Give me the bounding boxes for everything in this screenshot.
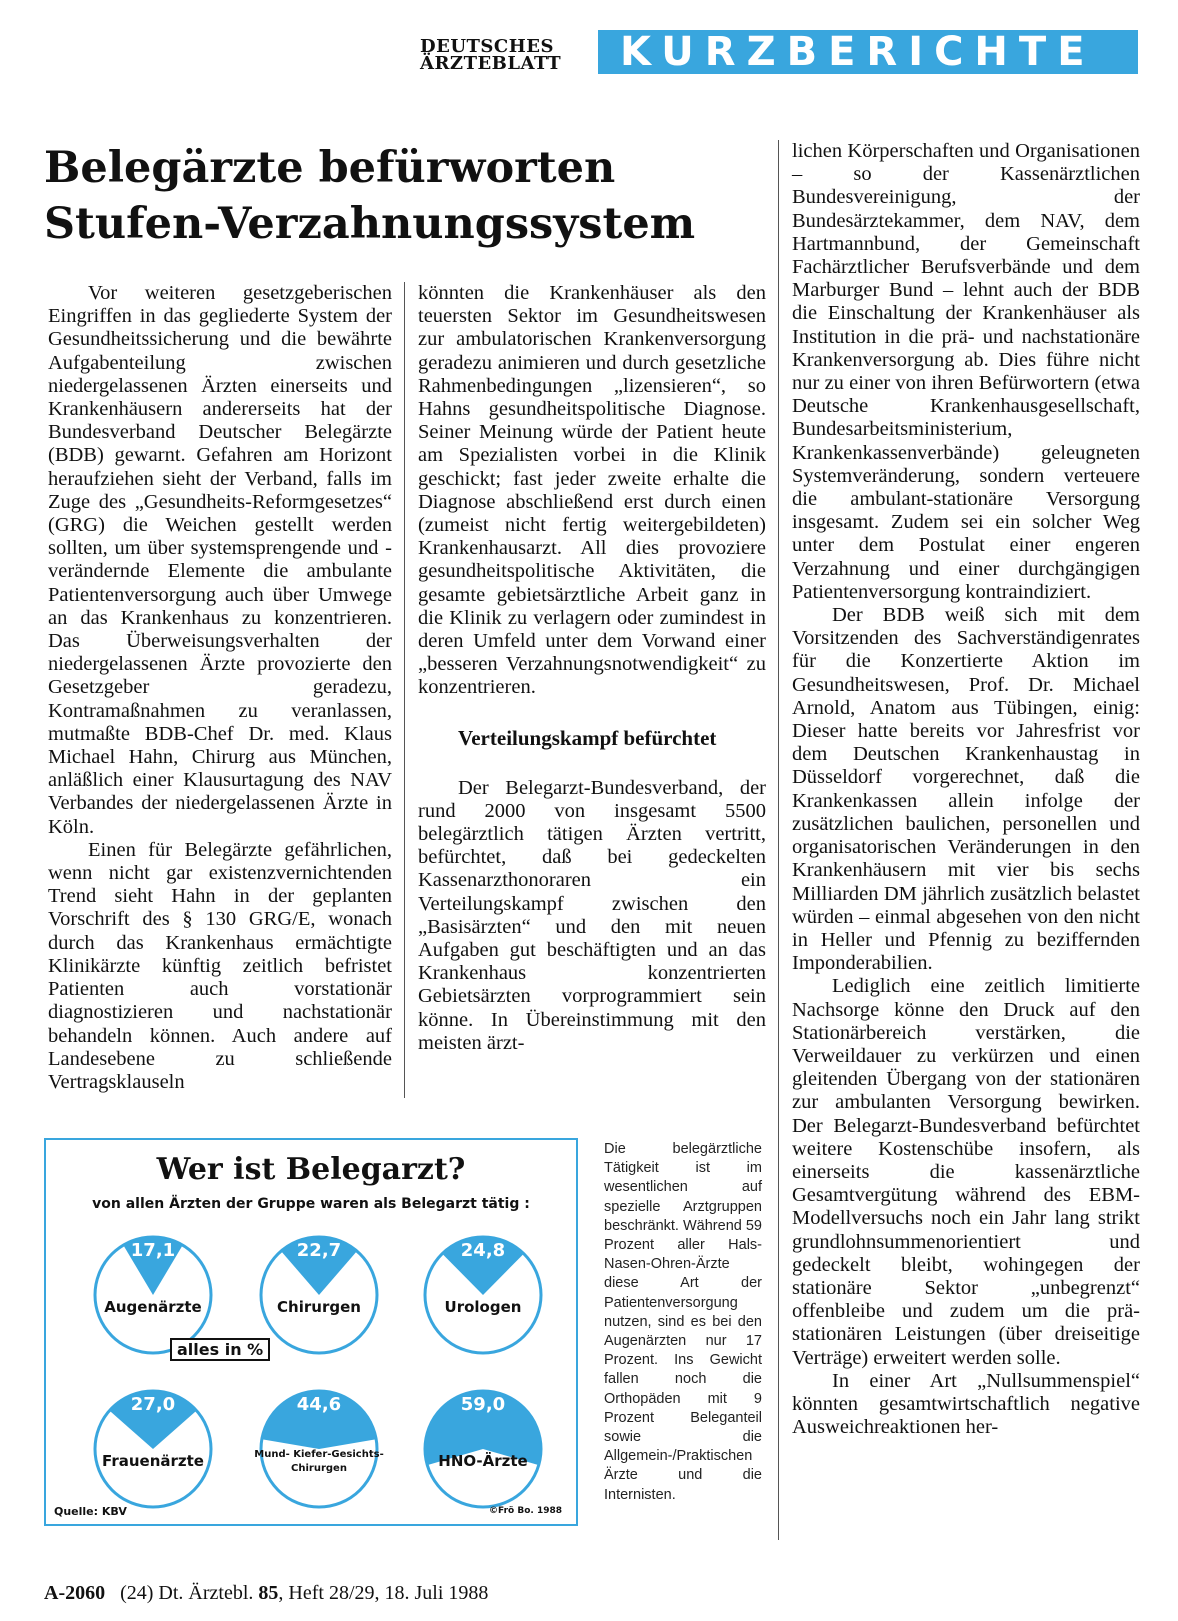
article-headline: Belegärzte befürworten Stufen-Verzahnungssystem: [44, 143, 696, 249]
column-rule: [778, 140, 779, 1540]
article-column-2: [418, 282, 766, 1055]
page-footer: [44, 1582, 488, 1605]
chart-subtitle: von allen Ärzten der Gruppe waren als Belegarzt tätig :: [92, 1196, 530, 1212]
article-column-1: [48, 282, 392, 1094]
pie-value-label: 17,1: [130, 1240, 176, 1261]
paragraph: Lediglich eine zeitlich limitierte Nachsorge könne den Druck auf den Stationärbereich verstärken, die Verweildauer zu verkürzen und einen gleitenden Übergang von der stationären zur ambulanten Versorgung bewirken. Der Belegarzt-Bundesverband befürchtet weitere Kostenschübe insofern, als einerseits die kassenärztliche Gesamtvergütung während des EBM-Modellversuchs noch ein Jahr lang strikt grundlohnsummenorientiert und gedeckelt bleibt, wohingegen der stationäre Sektor „unbegrenzt“ offenbleibe und zudem um die prä-stationären Leistungen (über dreiseitige Verträge) erweitert werden solle.: [792, 975, 1140, 1369]
paragraph: Der Belegarzt-Bundesverband, der rund 2000 von insgesamt 5500 belegärztlich tätigen Ärzten vertritt, befürchtet, daß bei gedeckelten Kassenarzthonoraren ein Verteilungskampf zwischen den „Basisärzten“ und den mit neuen Aufgaben gut beschäftigten und an das Krankenhaus konzentrierten Gebietsärzten vorprogrammiert sein könne. In Übereinstimmung mit den meisten ärzt-: [418, 776, 766, 1054]
subheading: Verteilungskampf befürchtet: [458, 725, 717, 750]
paragraph: Vor weiteren gesetzgeberischen Eingriffen in das gegliederte System der Gesundheitssicherung und die bewährte Aufgabenteilung zwischen niedergelassenen Ärzten einerseits und Krankenhäusern andererseits hat der Bundesverband Deutscher Belegärzte (BDB) gewarnt. Gefahren am Horizont heraufziehen sieht der Verband, falls im Zuge des „Gesundheits-Reformgesetzes“ (GRG) die Weichen gestellt werden sollten, um über systemsprengende und -verändernde Elemente die ambulante Patientenversorgung auch über Umwege an das Krankenhaus zu konzentrieren. Das Überweisungsverhalten der niedergelassenen Ärzte provozierte den Gesetzgeber geradezu, Kontramaßnahmen zu veranlassen, mutmaßte BDB-Chef Dr. med. Klaus Michael Hahn, Chirurg aus München, anläßlich einer Klausurtagung des NAV Verbandes der niedergelassenen Ärzte in Köln.: [48, 282, 392, 838]
pie-value-label: 22,7: [296, 1240, 342, 1261]
journal-name: (24) Dt. Ärztebl.: [120, 1582, 254, 1604]
pie-chart: [424, 1390, 542, 1508]
paragraph: könnten die Krankenhäuser als den teuersten Sektor im Gesundheitswesen zur ambulatorischen Krankenversorgung geradezu animieren und durch gesetzliche Rahmenbedingungen „lizensieren“, so Hahns gesundheitspolitische Diagnose. Seiner Meinung würde der Patient heute am Spezialisten vorbei in die Klinik geschickt; fast jeder zweite erhalte die Diagnose abschließend erst durch einen (zumeist nicht fertig weitergebildeten) Krankenhausarzt. All dies provoziere gesundheitspolitische Aktivitäten, die gesamte gebietsärztliche Arbeit ganz in die Klinik zu verlagern oder zumindest in deren Umfeld unter dem Vorwand einer „besseren Verzahnungsnotwendigkeit“ zu konzentrieren.: [418, 282, 766, 699]
pie-value-label: 44,6: [296, 1394, 342, 1415]
pie-value-label: 59,0: [460, 1394, 506, 1415]
paragraph: In einer Art „Nullsummenspiel“ könnten gesamtwirtschaftlich negative Ausweichreaktionen her-: [792, 1369, 1140, 1439]
chart-credit: ©Frö Bo. 1988: [489, 1506, 562, 1516]
pie-value-label: 24,8: [460, 1240, 506, 1261]
pie-category-label: Augenärzte: [104, 1298, 202, 1316]
unit-label: alles in %: [170, 1338, 270, 1361]
pie-chart: [260, 1236, 378, 1354]
pie-chart: [424, 1236, 542, 1354]
pie-chart: [254, 1390, 384, 1508]
pie-category-label: Frauenärzte: [102, 1452, 204, 1470]
pie-category-label: Chirurgen: [277, 1298, 361, 1316]
masthead-line1: DEUTSCHES: [420, 36, 554, 57]
issue-info: , Heft 28/29, 18. Juli 1988: [278, 1582, 489, 1604]
paragraph: Einen für Belegärzte gefährlichen, wenn nicht gar existenzvernichtenden Trend sieht Hahn in der geplanten Vorschrift des § 130 GRG/E, wonach durch das Krankenhaus ermächtigte Klinikärzte künftig zeitlich befristet Patienten auch vorstationär diagnostizieren und nachstationär behandeln können. Auch andere auf Landesebene zu schließende Vertragsklauseln: [48, 838, 392, 1093]
pie-chart: [94, 1390, 212, 1508]
column-rule: [404, 282, 405, 1098]
chart-title: Wer ist Belegarzt?: [156, 1152, 466, 1187]
volume-number: 85: [258, 1582, 279, 1604]
article-column-3: [792, 140, 1140, 1439]
paragraph: lichen Körperschaften und Organisationen – so der Kassenärztlichen Bundesvereinigung, der Bundesärztekammer, dem NAV, dem Hartmannbund, der Gemeinschaft Fachärztlicher Berufsverbände und dem Marburger Bund – lehnt auch der BDB die Einschaltung der Krankenhäuser als Institution in die prä- und nachstationäre Krankenversorgung ab. Dies führe nicht nur zu einer von ihren Befürwortern (etwa Deutsche Krankenhausgesellschaft, Bundesarbeitsministerium, Krankenkassenverbände) geleugneten Systemveränderung, sondern verteuere die ambulant-stationäre Versorgung insgesamt. Zudem sei ein solcher Weg unter dem Postulat einer engeren Verzahnung und einer durchgängigen Patientenversorgung kontraindiziert.: [792, 140, 1140, 603]
page-number: A-2060: [44, 1582, 106, 1604]
pie-category-label: HNO-Ärzte: [438, 1452, 528, 1470]
masthead-logo: [420, 38, 590, 72]
pie-category-label: Urologen: [444, 1298, 522, 1316]
pie-value-label: 27,0: [130, 1394, 176, 1415]
section-banner: KURZBERICHTE: [598, 30, 1138, 74]
pie-chart: [94, 1236, 212, 1354]
chart-source: Quelle: KBV: [54, 1505, 127, 1518]
infographic: [44, 1138, 578, 1526]
paragraph: Der BDB weiß sich mit dem Vorsitzenden des Sachverständigenrates für die Konzertierte Aktion im Gesundheitswesen, Prof. Dr. Michael Arnold, Anatom aus Tübingen, einig: Dieser hatte bereits vor Jahresfrist vor dem Deutschen Krankenhaustag in Düsseldorf vorgerechnet, daß die Krankenkassen allein infolge der zusätzlichen baulichen, personellen und organisatorischen Veränderungen in den Krankenhäusern mit vier bis sechs Milliarden DM jährlich zusätzlich belastet würden – einmal abgesehen von den nicht in Heller und Pfennig zu beziffernden Imponderabilien.: [792, 604, 1140, 975]
pie-category-label: Mund- Kiefer-Gesichts-Chirurgen: [254, 1449, 384, 1474]
figure-caption: Die belegärztliche Tätigkeit ist im wesentlichen auf spezielle Arztgruppen beschränkt. Während 59 Prozent aller Hals-Nasen-Ohren-Ärzte diese Art der Patientenversorgung nutzen, sind es bei den Augenärzten nur 17 Prozent. Ins Gewicht fallen noch die Orthopäden mit 9 Prozent Beleganteil sowie die Allgemein-/Praktischen Ärzte und die Internisten.: [604, 1141, 762, 1503]
masthead-line2: ÄRZTEBLATT: [420, 53, 562, 74]
